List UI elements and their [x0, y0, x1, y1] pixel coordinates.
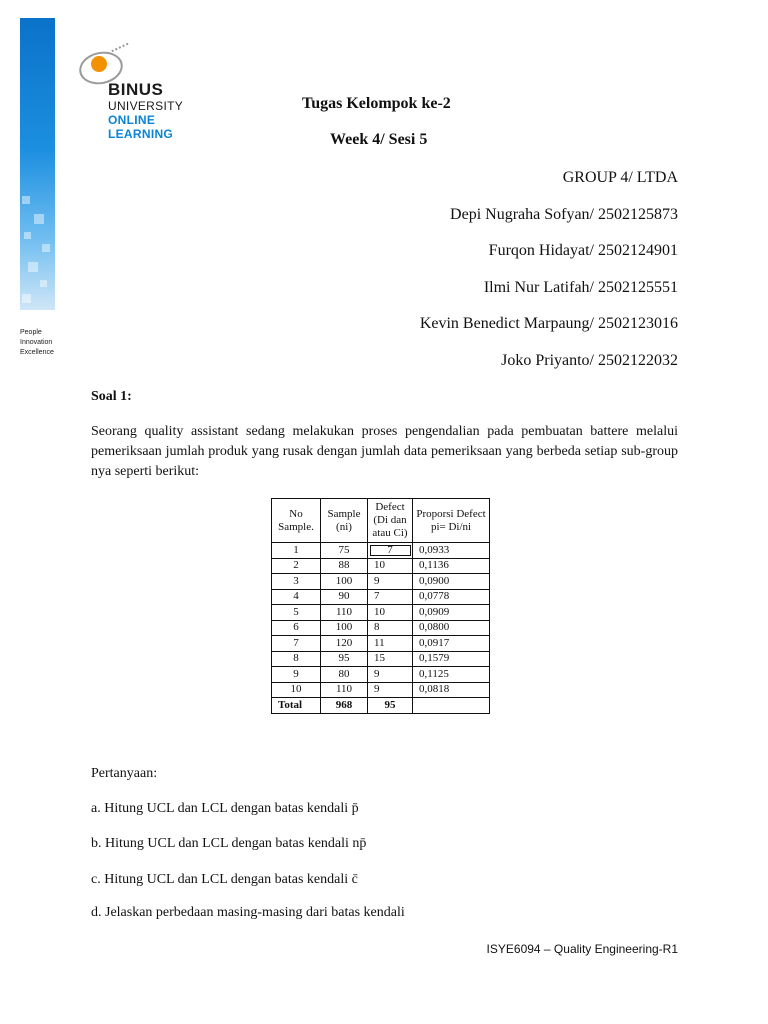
cell-defect: 10: [368, 558, 413, 574]
cell-proporsi: 0,0933: [413, 543, 490, 559]
total-defect: 95: [368, 698, 413, 714]
group-name: GROUP 4/ LTDA: [562, 169, 678, 186]
defect-table: [271, 498, 490, 714]
questions-heading: Pertanyaan:: [91, 766, 158, 781]
cell-sample: 120: [321, 636, 368, 652]
cell-defect: 15: [368, 651, 413, 667]
cell-no: 6: [272, 620, 321, 636]
cell-sample: 88: [321, 558, 368, 574]
header-proporsi: Proporsi Defect pi= Di/ni: [413, 499, 490, 543]
cell-proporsi: 0,0917: [413, 636, 490, 652]
problem-heading: Soal 1:: [91, 389, 132, 404]
cell-proporsi: 0,1125: [413, 667, 490, 683]
total-label: Total: [272, 698, 321, 714]
cell-no: 2: [272, 558, 321, 574]
tagline-people: People: [20, 329, 42, 336]
cell-no: 9: [272, 667, 321, 683]
question-c: c. Hitung UCL dan LCL dengan batas kendali c̄: [91, 872, 358, 887]
cell-defect: 10: [368, 605, 413, 621]
logo-line-learning: LEARNING: [108, 127, 174, 141]
cell-proporsi: 0,0800: [413, 620, 490, 636]
cell-defect: 7: [368, 589, 413, 605]
table-row: [272, 651, 490, 667]
total-proporsi: [413, 698, 490, 714]
logo-line-binus: BINUS: [108, 80, 164, 99]
cell-sample: 100: [321, 620, 368, 636]
document-title: Tugas Kelompok ke-2: [302, 95, 451, 112]
table-row: [272, 589, 490, 605]
logo-dot-icon: [91, 56, 107, 72]
group-members: [420, 167, 678, 387]
question-a: a. Hitung UCL dan LCL dengan batas kendali p̄: [91, 801, 359, 816]
cell-sample: 90: [321, 589, 368, 605]
logo-text: [108, 81, 183, 141]
cell-sample: 110: [321, 605, 368, 621]
header-sample: Sample (ni): [321, 499, 368, 543]
question-d: d. Jelaskan perbedaan masing-masing dari batas kendali: [91, 905, 405, 920]
side-banner-strip: [20, 18, 55, 310]
cell-proporsi: 0,1579: [413, 651, 490, 667]
cell-defect: 8: [368, 620, 413, 636]
binus-logo: [73, 42, 193, 142]
cell-no: 7: [272, 636, 321, 652]
member-line: Depi Nugraha Sofyan/ 2502125873: [450, 205, 678, 223]
cell-defect: 9: [368, 682, 413, 698]
member-line: Kevin Benedict Marpaung/ 2502123016: [419, 315, 678, 333]
question-b: b. Hitung UCL dan LCL dengan batas kendali np̄: [91, 836, 367, 851]
document-subtitle: Week 4/ Sesi 5: [330, 131, 428, 148]
logo-line-university: UNIVERSITY: [108, 99, 184, 113]
header-defect: Defect (Di dan atau Ci): [368, 499, 413, 543]
cell-proporsi: 0,0778: [413, 589, 490, 605]
member-line: Ilmi Nur Latifah/ 2502125551: [483, 278, 678, 296]
cell-proporsi: 0,1136: [413, 558, 490, 574]
table-header-row: [272, 499, 490, 543]
cell-no: 3: [272, 574, 321, 590]
cell-defect-selected[interactable]: 7: [368, 543, 413, 559]
cell-sample: 100: [321, 574, 368, 590]
cell-no: 8: [272, 651, 321, 667]
table-row: [272, 682, 490, 698]
cell-sample: 75: [321, 543, 368, 559]
table-row: [272, 620, 490, 636]
cell-defect: 11: [368, 636, 413, 652]
logo-line-online: ONLINE: [108, 113, 156, 127]
table-row: [272, 667, 490, 683]
cell-proporsi: 0,0909: [413, 605, 490, 621]
table-row: [272, 558, 490, 574]
cell-no: 5: [272, 605, 321, 621]
cell-no: 4: [272, 589, 321, 605]
table-row: [272, 636, 490, 652]
page-footer: ISYE6094 – Quality Engineering-R1: [486, 942, 678, 956]
cell-no: 1: [272, 543, 321, 559]
total-sample: 968: [321, 698, 368, 714]
cell-proporsi: 0,0900: [413, 574, 490, 590]
member-line: Joko Priyanto/ 2502122032: [501, 351, 678, 369]
tagline-innovation: Innovation: [20, 339, 53, 346]
table-total-row: [272, 698, 490, 714]
cell-sample: 80: [321, 667, 368, 683]
cell-sample: 110: [321, 682, 368, 698]
cell-defect: 9: [368, 574, 413, 590]
logo-spark-icon: [111, 43, 132, 61]
cell-proporsi: 0,0818: [413, 682, 490, 698]
table-row: [272, 605, 490, 621]
problem-text: Seorang quality assistant sedang melakukan proses pengendalian pada pembuatan battere melalui pemeriksaan jumlah produk yang rusak dengan jumlah data pemeriksaan yang berbeda setiap sub-group nya seperti berikut:: [91, 424, 678, 479]
tagline-excellence: Excellence: [20, 349, 54, 356]
header-no-sample: No Sample.: [272, 499, 321, 543]
table-row: [272, 543, 490, 559]
member-line: Furqon Hidayat/ 2502124901: [488, 242, 678, 260]
cell-defect: 9: [368, 667, 413, 683]
tagline: [20, 328, 54, 358]
table-row: [272, 574, 490, 590]
cell-sample: 95: [321, 651, 368, 667]
cell-no: 10: [272, 682, 321, 698]
